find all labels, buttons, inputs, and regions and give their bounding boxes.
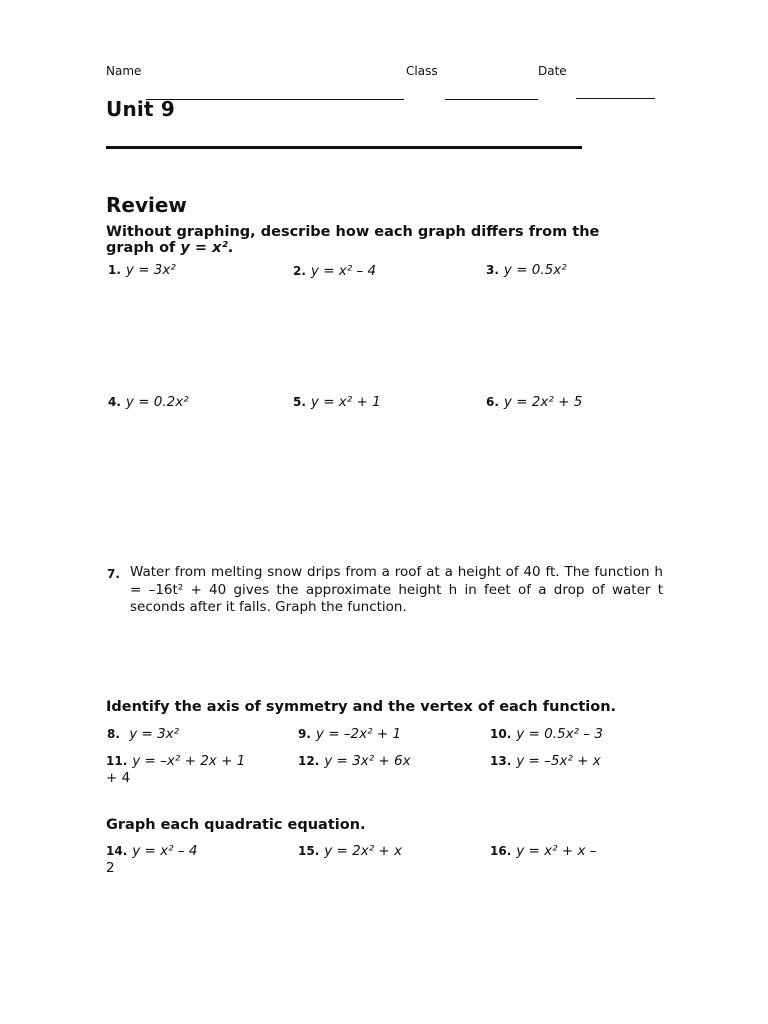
problem-11: 11. y = –x² + 2x + 1 + 4 [106,753,246,786]
name-label: Name [106,64,142,78]
problem-8: 8. y = 3x² [107,726,180,742]
problem-9-equation: y = –2x² + 1 [315,726,402,742]
section2-instruction: Identify the axis of symmetry and the vertex of each function. [106,699,617,715]
review-heading: Review [106,193,187,217]
problem-2-equation: y = x² – 4 [310,263,377,279]
section1-instruction-line2: graph of y = x². [106,240,234,256]
problem-1-equation: y = 3x² [125,262,176,278]
problem-13-equation: y = –5x² + x [516,753,601,769]
problem-2: 2. y = x² – 4 [293,263,377,279]
date-label: Date [538,64,567,78]
problem-6-equation: y = 2x² + 5 [503,394,583,410]
problem-1: 1. y = 3x² [108,262,176,278]
problem-5: 5. y = x² + 1 [293,394,381,410]
class-field-line[interactable] [445,99,538,100]
problem-14: 14. y = x² – 4 2 [106,843,198,876]
problem-8-equation: y = 3x² [124,726,180,742]
problem-14-equation: y = x² – 4 [132,843,198,859]
problem-5-equation: y = x² + 1 [310,394,381,410]
section1-instruction-line1: Without graphing, describe how each graph differs from the [106,224,600,240]
problem-15: 15. y = 2x² + x [298,843,403,859]
problem-10: 10. y = 0.5x² – 3 [490,726,603,742]
problem-4-equation: y = 0.2x² [125,394,189,410]
section3-instruction: Graph each quadratic equation. [106,817,366,833]
problem-11-continuation: + 4 [106,770,131,786]
date-field-line[interactable] [576,98,655,99]
title-rule [106,146,582,149]
unit-title: Unit 9 [106,97,175,121]
problem-12: 12. y = 3x² + 6x [298,753,411,769]
problem-3: 3. y = 0.5x² [486,262,567,278]
problem-16-equation: y = x² + x – [516,843,597,859]
class-label: Class [406,64,438,78]
problem-3-equation: y = 0.5x² [503,262,567,278]
name-field-line[interactable] [146,99,404,100]
problem-4: 4. y = 0.2x² [108,394,189,410]
problem-6: 6. y = 2x² + 5 [486,394,583,410]
problem-9: 9. y = –2x² + 1 [298,726,402,742]
reference-equation: y = x² [180,240,228,256]
problem-14-continuation: 2 [106,860,115,876]
problem-7-number: 7. [107,567,120,581]
problem-7-text: Water from melting snow drips from a roof at a height of 40 ft. The function h = –16t² + 40 gives the approximate height h in feet of a drop of water t seconds after it falls. Graph the function. [130,564,663,615]
problem-10-equation: y = 0.5x² – 3 [516,726,603,742]
problem-15-equation: y = 2x² + x [324,843,403,859]
problem-12-equation: y = 3x² + 6x [324,753,411,769]
problem-13: 13. y = –5x² + x [490,753,601,769]
problem-11-equation: y = –x² + 2x + 1 [132,753,246,769]
problem-16: 16. y = x² + x – [490,843,597,859]
